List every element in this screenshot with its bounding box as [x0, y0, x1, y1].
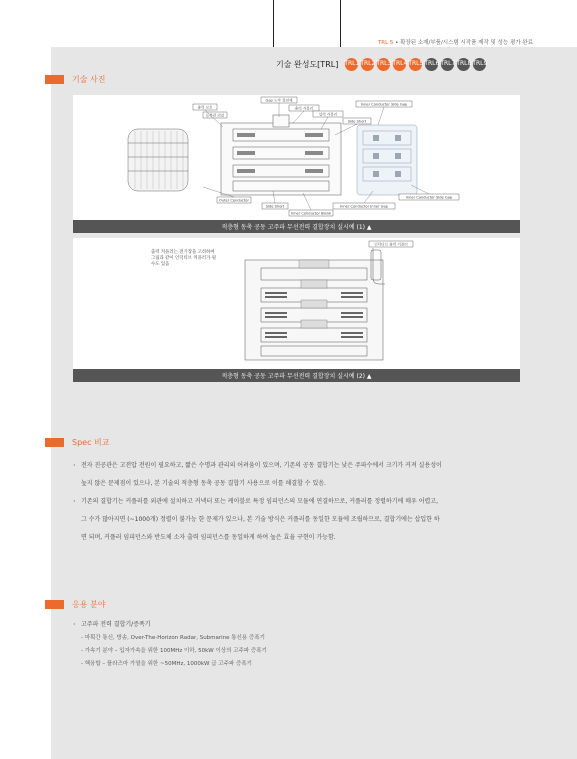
section-app-title: 응용 분야 — [72, 600, 106, 609]
trl-dot-6: TRL 6 — [425, 58, 438, 71]
label-input-coupler: 입력 커플러 — [318, 112, 338, 117]
trl-dot-2: TRL 2 — [361, 58, 374, 71]
trl-indicator — [276, 57, 489, 71]
figure-2-drawing — [73, 238, 520, 369]
note-line-2: 그림과 같이 인덕티브 커플러가 될 — [151, 256, 216, 261]
label-side-short: Side Short — [347, 119, 367, 124]
trl-dot-7: TRL 7 — [441, 58, 454, 71]
trl-note — [378, 38, 533, 46]
section-marker — [45, 600, 64, 609]
app-item-main — [73, 617, 533, 632]
section-photo-header — [0, 74, 105, 85]
trl-dot-9: TRL 9 — [473, 58, 486, 71]
label-inductive: 인덕티브 출력 커플러 — [374, 242, 408, 247]
figure-2-caption: 적층형 동축 공동 고주파 무선전력 결합장치 실시예 (2) ▲ — [73, 369, 520, 382]
label-outer-conductor: Outer Conductor — [219, 198, 249, 203]
spec-list — [73, 457, 533, 547]
section-spec-title: Spec 비교 — [72, 438, 110, 447]
note-line-3: 수도 있음 — [151, 262, 170, 267]
trl-dot-5: TRL 5 — [409, 58, 422, 71]
trl-note-level: TRL 5 — [377, 40, 394, 46]
trl-dot-8: TRL 8 — [457, 58, 470, 71]
label-inner-gap: Inner Conductor Inner Gap — [340, 204, 388, 209]
section-marker — [45, 438, 64, 447]
app-sub-3: - 핵융합 – 플라즈마 가열을 위한 ~50MHz, 1000kW 급 고주파 증폭기 — [81, 661, 252, 667]
figure-1 — [73, 95, 520, 233]
label-inner-side-gap: Inner Conductor Side Gap — [360, 102, 408, 107]
note-line-1: 출력 커플러는 전기장을 고려하여 — [151, 250, 215, 255]
spec-item-1-line-2: 높지 않은 문제점이 있으나, 본 기술의 적층형 동축 공동 결합기 사용으로 이를 해결할 수 있음. — [81, 480, 326, 487]
app-sub-2: - 가속기 분야 – 입자가속을 위한 100MHz 이하, 50kW 이상의 고주파 증폭기 — [81, 648, 267, 654]
spec-item-1-line-1: 전자 진공관은 고전압 전원이 필요하고, 짧은 수명과 관리의 어려움이 있으며, 기존의 공동 결합기는 낮은 주파수에서 크기가 커져 실용성이 — [81, 462, 442, 469]
trl-dot-1: TRL 1 — [345, 58, 358, 71]
label-side-short-2: Side Short — [265, 204, 285, 209]
label-out-coupler: 출력 커플러 — [294, 106, 314, 111]
spec-item-2-line-3: 면 되며, 커플러 임피던스와 반도체 소자 출력 임피던스를 동일하게 하여 높은 효율 구현이 가능함. — [81, 534, 336, 541]
figure-1-caption: 적층형 동축 공동 고주파 무선전력 결합장치 실시예 (1) ▲ — [73, 220, 520, 233]
trl-dot-4: TRL 4 — [393, 58, 406, 71]
label-inner-side-gap-2: Inner Conductor Side Gap — [405, 195, 453, 200]
label-out-cover: 출력 보호 — [197, 105, 213, 110]
spec-item-1 — [73, 457, 533, 475]
section-photo-title: 기술 사진 — [72, 75, 106, 84]
label-copper: 동축관 외함 — [205, 113, 225, 118]
section-marker — [45, 75, 64, 84]
spec-item-2-line-1: 기존의 결합기는 커플러를 외관에 설치하고 커넥터 또는 케이블로 특정 임피던스의 모듈에 연결하므로, 커플러를 정렬하기에 매우 어렵고, — [81, 498, 439, 505]
label-gap: Gap 도자 절연체 — [265, 98, 293, 103]
spec-item-2 — [73, 493, 533, 511]
trl-label: 기술 완성도[TRL] — [276, 59, 339, 69]
app-item-main-text: 고주파 전력 결합기/증폭기 — [81, 621, 151, 628]
trl-note-text: • 확장된 소재/부품/시스템 시작품 제작 및 성능 평가 완료 — [393, 40, 533, 46]
label-inner-blank: Inner Conductor Blank — [290, 211, 332, 216]
section-spec-header — [0, 437, 109, 448]
section-app-header — [0, 599, 105, 610]
app-sub-1: - 마획간 통신, 방송, Over-The-Horizon Radar, Submarine 통신용 증폭기 — [81, 635, 265, 641]
trl-dot-3: TRL 3 — [377, 58, 390, 71]
figure-2 — [73, 238, 520, 382]
spec-item-2-line-2: 그 수가 많아지면 (~1000개) 정렬이 불가능 한 문제가 있으나, 본 기술 방식은 커플러를 동일한 모듈에 조립하므로, 결합기에는 삽입한 하 — [81, 516, 440, 523]
app-list — [73, 617, 533, 671]
figure-1-drawing — [73, 95, 520, 220]
